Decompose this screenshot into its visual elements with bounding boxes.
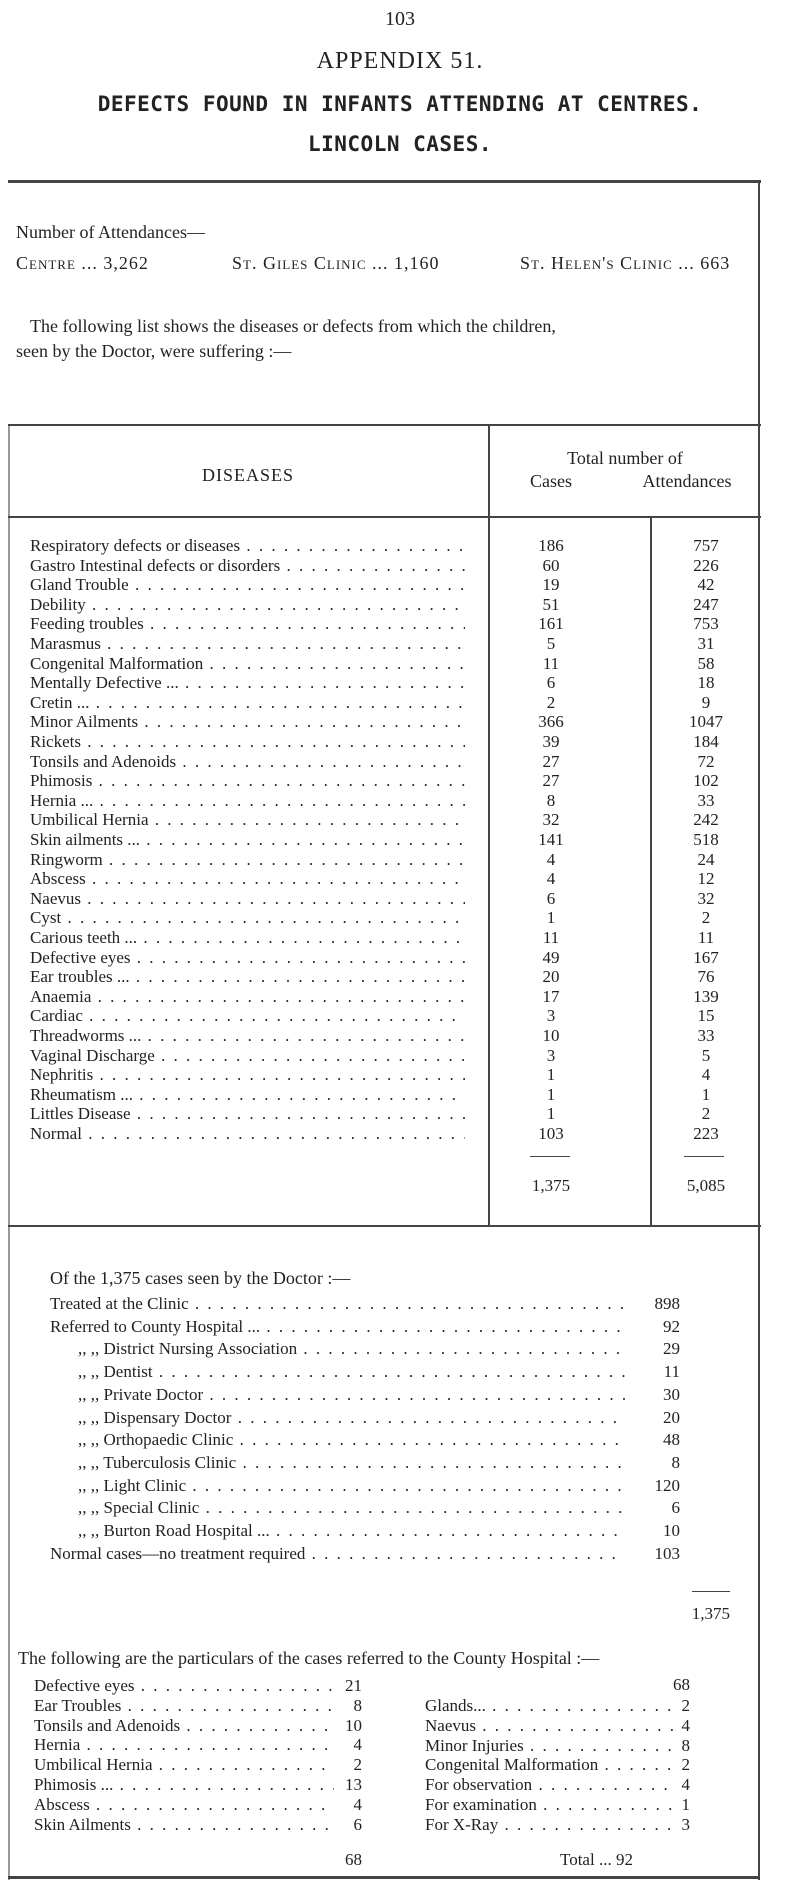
treatment-row — [50, 1317, 680, 1337]
disease-name: Gland Trouble . . . — [30, 575, 465, 595]
treatment-value: 20 — [663, 1407, 680, 1427]
disease-cases: 27 — [542, 771, 560, 791]
treatment-name: ,, ,, Light Clinic . . . — [78, 1476, 625, 1496]
disease-attendances: 24 — [697, 849, 715, 869]
disease-cases: 17 — [542, 986, 560, 1006]
treatment-value: 898 — [654, 1294, 680, 1313]
table-row — [30, 1046, 760, 1066]
disease-cases: 20 — [542, 967, 560, 987]
disease-name: Cretin ... . . . — [30, 693, 465, 713]
attendances-st-giles: St. Giles Clinic ... 1,160 — [232, 253, 440, 273]
disease-name: Tonsils and Adenoids . . . — [30, 752, 465, 772]
disease-attendances: 247 — [693, 594, 719, 614]
referred-row — [425, 1775, 690, 1795]
disease-attendances: 12 — [697, 869, 715, 889]
attendances-st-helens: St. Helen's Clinic ... 663 — [520, 253, 731, 273]
table-bottom-rule — [8, 1225, 761, 1227]
treatment-value: 92 — [663, 1316, 680, 1336]
table-row — [30, 752, 760, 772]
referred-name: Ear Troubles . . . — [34, 1696, 334, 1716]
disease-cases: 8 — [546, 790, 556, 810]
disease-name: Defective eyes . . . — [30, 948, 465, 968]
disease-attendances: 58 — [697, 653, 715, 673]
attendances-total: 5,085 — [686, 1176, 726, 1195]
disease-attendances: 184 — [693, 732, 719, 751]
table-row — [30, 1085, 760, 1105]
referred-row — [34, 1775, 362, 1795]
referred-row — [425, 1696, 690, 1716]
referred-row — [34, 1716, 362, 1736]
disease-name: Ringworm . . . — [30, 850, 465, 870]
table-row — [30, 928, 760, 948]
disease-attendances: 11 — [697, 928, 715, 947]
disease-attendances: 139 — [693, 986, 719, 1006]
treatment-name: Treated at the Clinic . . . — [50, 1294, 625, 1314]
referred-value: 3 — [681, 1814, 690, 1834]
disease-cases: 60 — [542, 555, 560, 575]
referred-row — [425, 1755, 690, 1775]
treatment-row — [78, 1453, 680, 1473]
referred-value: 4 — [681, 1715, 690, 1735]
disease-name: Abscess . . . — [30, 869, 465, 889]
disease-cases: 186 — [538, 536, 564, 555]
treatment-value: 29 — [663, 1339, 680, 1359]
referred-value: 8 — [353, 1695, 362, 1715]
table-row — [30, 830, 760, 850]
disease-cases: 103 — [538, 1124, 564, 1143]
treatment-value: 10 — [663, 1521, 680, 1540]
referred-name: Glands... . . . — [425, 1696, 675, 1716]
cases-total-rule — [530, 1156, 570, 1157]
col-header-diseases: DISEASES — [201, 465, 294, 485]
referred-name: Umbilical Hernia . . . — [34, 1755, 334, 1775]
disease-cases: 6 — [546, 673, 556, 693]
treatment-name: ,, ,, District Nursing Association . . . — [78, 1339, 625, 1359]
treatment-value: 103 — [654, 1543, 680, 1563]
referred-row — [34, 1696, 362, 1716]
referred-row — [34, 1815, 362, 1835]
table-row — [30, 967, 760, 987]
referred-heading: The following are the particulars of the cases referred to the County Hospital :— — [18, 1648, 600, 1668]
referred-value: 13 — [345, 1775, 362, 1794]
table-top-rule — [8, 424, 761, 426]
disease-cases: 39 — [542, 732, 560, 751]
col-header-total: Total number of — [567, 448, 683, 468]
referred-value: 4 — [353, 1735, 362, 1755]
disease-name: Skin ailments ... . . . — [30, 830, 465, 850]
disease-cases: 19 — [542, 575, 560, 595]
disease-name: Nephritis . . . — [30, 1065, 465, 1085]
treatment-name: ,, ,, Dentist . . . — [78, 1362, 625, 1382]
disease-name: Threadworms ... . . . — [30, 1026, 465, 1046]
disease-name: Congenital Malformation . . . — [30, 654, 465, 674]
table-row — [30, 908, 760, 928]
disease-attendances: 5 — [701, 1045, 711, 1065]
disease-name: Minor Ailments . . . — [30, 712, 465, 732]
disease-name: Respiratory defects or diseases . . . — [30, 536, 465, 556]
referred-right-carried: 68 — [673, 1675, 690, 1694]
referred-row — [425, 1716, 690, 1736]
referred-value: 21 — [345, 1676, 362, 1695]
treatment-total: 1,375 — [691, 1604, 730, 1623]
disease-name: Cardiac . . . — [30, 1006, 465, 1026]
referred-row — [34, 1735, 362, 1755]
table-row — [30, 712, 760, 732]
document-subtitle: LINCOLN CASES. — [307, 132, 492, 156]
referred-value: 8 — [681, 1735, 690, 1755]
treatment-name: Referred to County Hospital ... . . . — [50, 1317, 625, 1337]
disease-attendances: 31 — [697, 634, 715, 653]
cases-total: 1,375 — [531, 1176, 571, 1195]
disease-attendances: 42 — [697, 575, 715, 595]
treatment-row — [78, 1476, 680, 1496]
disease-name: Hernia ... . . . — [30, 791, 465, 811]
treatment-name: ,, ,, Orthopaedic Clinic . . . — [78, 1430, 625, 1450]
disease-name: Cyst . . . — [30, 908, 465, 928]
treatment-value: 120 — [654, 1475, 680, 1495]
appendix-heading: APPENDIX 51. — [316, 48, 484, 74]
table-row — [30, 1026, 760, 1046]
referred-value: 4 — [353, 1794, 362, 1814]
treatment-name: ,, ,, Special Clinic . . . — [78, 1498, 625, 1518]
disease-attendances: 753 — [693, 614, 719, 634]
disease-cases: 32 — [542, 810, 560, 830]
disease-cases: 4 — [546, 869, 556, 889]
table-row — [30, 948, 760, 968]
treatment-row — [50, 1294, 680, 1314]
referred-row — [425, 1795, 690, 1815]
disease-cases: 1 — [546, 1065, 556, 1085]
referred-name: For examination . . . — [425, 1795, 675, 1815]
disease-attendances: 1047 — [689, 712, 723, 732]
treatment-value: 6 — [671, 1498, 680, 1518]
disease-cases: 11 — [542, 653, 560, 673]
disease-attendances: 757 — [693, 536, 719, 555]
treatment-value: 48 — [663, 1430, 680, 1450]
referred-name: Naevus . . . — [425, 1716, 675, 1736]
referred-value: 10 — [345, 1715, 362, 1735]
treatment-name: ,, ,, Dispensary Doctor . . . — [78, 1408, 625, 1428]
disease-name: Gastro Intestinal defects or disorders . . . — [30, 556, 465, 576]
referred-name: Skin Ailments . . . — [34, 1815, 334, 1835]
disease-cases: 1 — [546, 1084, 556, 1104]
treatment-name: Normal cases—no treatment required . . . — [50, 1544, 625, 1564]
referred-row — [425, 1815, 690, 1835]
treatment-row — [78, 1339, 680, 1359]
disease-attendances: 223 — [693, 1124, 719, 1143]
disease-cases: 51 — [542, 594, 560, 614]
treatment-total-rule — [692, 1591, 730, 1592]
treatment-row — [78, 1521, 680, 1541]
referred-row — [425, 1736, 690, 1756]
disease-cases: 2 — [546, 692, 556, 712]
disease-cases: 1 — [546, 1104, 556, 1124]
disease-name: Mentally Defective ... . . . — [30, 673, 465, 693]
table-row — [30, 987, 760, 1007]
referred-value: 2 — [681, 1755, 690, 1775]
table-row — [30, 673, 760, 693]
table-row — [30, 810, 760, 830]
referred-row — [34, 1795, 362, 1815]
referred-name: Abscess . . . — [34, 1795, 334, 1815]
table-row — [30, 536, 760, 556]
referred-value: 4 — [681, 1775, 690, 1795]
treatment-row — [50, 1544, 680, 1564]
referred-name: Phimosis ... . . . — [34, 1775, 334, 1795]
table-row — [30, 732, 760, 752]
referred-value: 2 — [353, 1755, 362, 1775]
disease-attendances: 33 — [697, 790, 715, 810]
disease-name: Debility . . . — [30, 595, 465, 615]
disease-cases: 141 — [538, 830, 564, 849]
disease-attendances: 2 — [701, 1104, 711, 1124]
disease-name: Marasmus . . . — [30, 634, 465, 654]
disease-attendances: 167 — [693, 947, 719, 967]
disease-cases: 3 — [546, 1045, 556, 1065]
table-row — [30, 771, 760, 791]
document-title: DEFECTS FOUND IN INFANTS ATTENDING AT CENTRES. — [97, 92, 703, 116]
disease-attendances: 9 — [701, 692, 711, 712]
disease-cases: 1 — [546, 908, 556, 928]
table-row — [30, 1006, 760, 1026]
disease-cases: 49 — [542, 947, 560, 967]
treatment-name: ,, ,, Private Doctor . . . — [78, 1385, 625, 1405]
referred-value: 2 — [681, 1696, 690, 1715]
referred-value: 6 — [353, 1814, 362, 1834]
page-number: 103 — [385, 8, 415, 30]
disease-cases: 161 — [538, 614, 564, 634]
table-row — [30, 556, 760, 576]
disease-cases: 4 — [546, 849, 556, 869]
table-row — [30, 1065, 760, 1085]
table-row — [30, 595, 760, 615]
table-row — [30, 850, 760, 870]
disease-name: Carious teeth ... . . . — [30, 928, 465, 948]
referred-name: For observation . . . — [425, 1775, 675, 1795]
referred-grand-total: Total ... 92 — [560, 1850, 633, 1869]
attendances-total-rule — [684, 1156, 724, 1157]
referred-name: Minor Injuries . . . — [425, 1736, 675, 1756]
disease-name: Littles Disease . . . — [30, 1104, 465, 1124]
disease-attendances: 33 — [697, 1026, 715, 1045]
disease-cases: 5 — [546, 634, 556, 653]
disease-name: Phimosis . . . — [30, 771, 465, 791]
table-row — [30, 614, 760, 634]
disease-name: Vaginal Discharge . . . — [30, 1046, 465, 1066]
intro-line-2: seen by the Doctor, were suffering :— — [16, 341, 292, 361]
disease-attendances: 1 — [701, 1084, 711, 1104]
bottom-rule — [8, 1876, 760, 1879]
treatment-row — [78, 1408, 680, 1428]
disease-name: Ear troubles ... . . . — [30, 967, 465, 987]
col-header-attendances: Attendances — [642, 471, 732, 491]
disease-attendances: 18 — [697, 673, 715, 693]
disease-cases: 3 — [546, 1006, 556, 1026]
referred-name: Congenital Malformation . . . — [425, 1755, 675, 1775]
treatment-value: 11 — [663, 1362, 680, 1382]
disease-attendances: 242 — [693, 810, 719, 830]
attendances-centre: Centre ... 3,262 — [16, 253, 149, 273]
disease-attendances: 76 — [697, 967, 715, 987]
disease-name: Feeding troubles . . . — [30, 614, 465, 634]
disease-attendances: 102 — [693, 771, 719, 791]
disease-name: Umbilical Hernia . . . — [30, 810, 465, 830]
table-row — [30, 575, 760, 595]
disease-attendances: 226 — [693, 555, 719, 575]
table-row — [30, 791, 760, 811]
treatment-row — [78, 1385, 680, 1405]
table-row — [30, 634, 760, 654]
disease-name: Naevus . . . — [30, 889, 465, 909]
attendances-heading: Number of Attendances— — [16, 222, 205, 242]
table-row — [30, 1104, 760, 1124]
col-header-cases: Cases — [530, 471, 572, 491]
table-row — [30, 1124, 760, 1144]
disease-cases: 27 — [542, 751, 560, 771]
disease-attendances: 4 — [701, 1065, 711, 1085]
referred-name: Tonsils and Adenoids . . . — [34, 1716, 334, 1736]
disease-name: Rickets . . . — [30, 732, 465, 752]
disease-cases: 6 — [546, 888, 556, 908]
treatment-row — [78, 1498, 680, 1518]
disease-cases: 10 — [542, 1026, 560, 1045]
disease-name: Anaemia . . . — [30, 987, 465, 1007]
treatment-row — [78, 1430, 680, 1450]
disease-attendances: 2 — [701, 908, 711, 928]
referred-value: 1 — [681, 1795, 690, 1814]
intro-line-1: The following list shows the diseases or defects from which the children, — [30, 316, 556, 336]
referred-name: Defective eyes . . . — [34, 1676, 334, 1696]
disease-cases: 11 — [542, 928, 560, 947]
treatment-heading: Of the 1,375 cases seen by the Doctor :— — [50, 1268, 351, 1288]
table-row — [30, 693, 760, 713]
disease-attendances: 15 — [697, 1006, 715, 1026]
treatment-value: 30 — [663, 1384, 680, 1404]
referred-row — [34, 1676, 362, 1696]
disease-attendances: 72 — [697, 751, 715, 771]
disease-cases: 366 — [538, 712, 564, 732]
disease-attendances: 32 — [697, 888, 715, 908]
table-row — [30, 889, 760, 909]
left-border — [8, 425, 10, 1880]
treatment-name: ,, ,, Burton Road Hospital ... . . . — [78, 1521, 625, 1541]
treatment-name: ,, ,, Tuberculosis Clinic . . . — [78, 1453, 625, 1473]
table-row — [30, 654, 760, 674]
table-header-rule — [8, 516, 761, 518]
treatment-row — [78, 1362, 680, 1382]
table-row — [30, 869, 760, 889]
referred-row — [34, 1755, 362, 1775]
disease-attendances: 518 — [693, 830, 719, 849]
disease-name: Rheumatism ... . . . — [30, 1085, 465, 1105]
referred-left-total: 68 — [345, 1850, 362, 1869]
top-rule — [8, 180, 761, 183]
referred-name: Hernia . . . — [34, 1735, 334, 1755]
disease-name: Normal . . . — [30, 1124, 465, 1144]
treatment-value: 8 — [671, 1452, 680, 1472]
referred-name: For X-Ray . . . — [425, 1815, 675, 1835]
